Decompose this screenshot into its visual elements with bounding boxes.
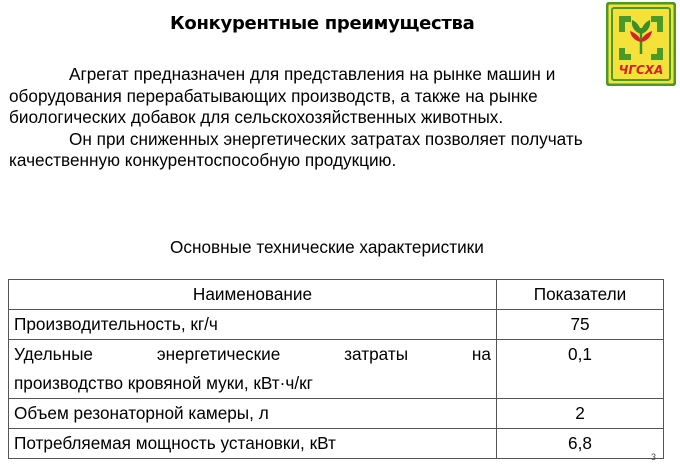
table-header-row: [9, 280, 664, 310]
logo-text: ЧГСХА: [618, 63, 664, 77]
row-value: 75: [497, 310, 664, 340]
row-name-word: на: [471, 344, 491, 364]
specs-table: [8, 279, 664, 459]
slide-title: Конкурентные преимущества: [170, 13, 475, 34]
table-row: [9, 310, 664, 340]
row-name: Производительность, кг/ч: [9, 310, 497, 340]
table-row: [9, 399, 664, 429]
intro-paragraph-2: Он при сниженных энергетических затратах позволяет получать качественную конкурентоспособную продукцию.: [9, 128, 583, 170]
row-name: Объем резонаторной камеры, л: [9, 399, 497, 429]
table-row: [9, 340, 664, 399]
row-value: 2: [497, 399, 664, 429]
row-value: 0,1: [497, 340, 664, 399]
page-number: 3: [651, 452, 657, 462]
row-name-word: затраты: [344, 344, 409, 364]
specs-heading: Основные технические характеристики: [170, 237, 484, 257]
column-header-name: Наименование: [9, 280, 497, 310]
column-header-value: Показатели: [497, 280, 664, 310]
row-value: 6,8: [497, 429, 664, 459]
row-name: [9, 340, 497, 399]
row-name-word: энергетические: [156, 344, 281, 364]
row-name: Потребляемая мощность установки, кВт: [9, 429, 497, 459]
intro-text: [9, 64, 629, 172]
intro-paragraph-1: Агрегат предназначен для представления на рынке машин и оборудования перерабатывающих производств, а также на рынке биологических добавок для сельскохозяйственных животных.: [9, 64, 556, 127]
table-row: [9, 429, 664, 459]
row-name-line-1: [14, 340, 491, 369]
row-name-word: Удельные: [14, 344, 93, 364]
row-name-line-2: производство кровяной муки, кВт·ч/кг: [14, 373, 313, 393]
